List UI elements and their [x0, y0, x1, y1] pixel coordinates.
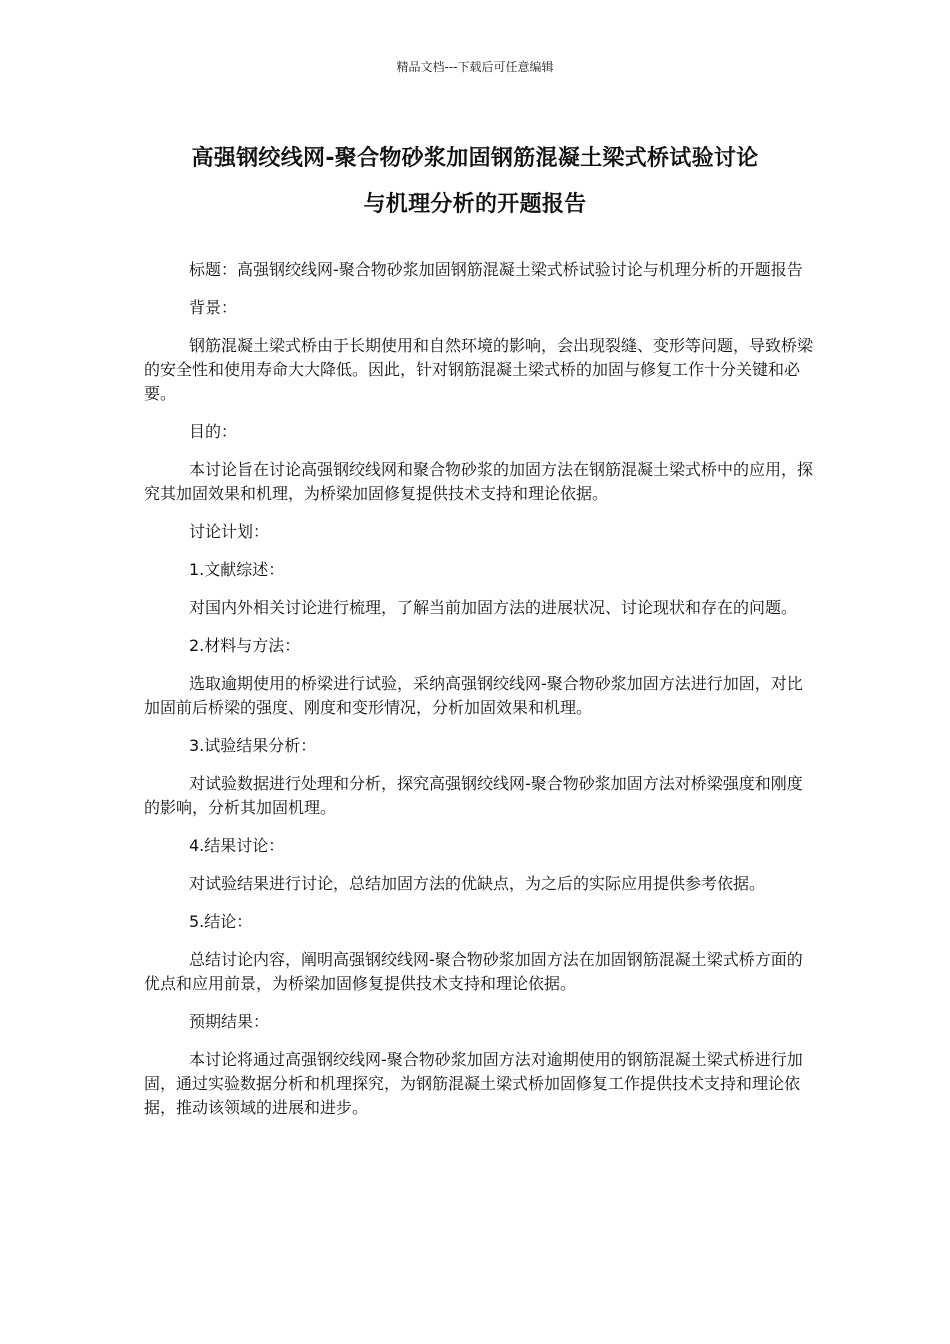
heading-literature-review: 1.文献综述：	[189, 560, 285, 579]
heading-conclusion: 5.结论：	[189, 912, 253, 931]
header-note: 精品文档---下载后可任意编辑	[396, 60, 554, 74]
heading-results-analysis: 3.试验结果分析：	[189, 736, 317, 755]
paragraph-title: 标题：高强钢绞线网-聚合物砂浆加固钢筋混凝土梁式桥试验讨论与机理分析的开题报告	[189, 260, 803, 279]
heading-purpose: 目的：	[189, 422, 238, 441]
heading-expected-results: 预期结果：	[189, 1012, 270, 1031]
paragraph-expected-results: 本讨论将通过高强钢绞线网-聚合物砂浆加固方法对逾期使用的钢筋混凝土梁式桥进行加固，通过实验数据分析和机理探究，为钢筋混凝土梁式桥加固修复工作提供技术支持和理论依据，推动该领域的进展和进步。	[144, 1050, 803, 1117]
title-line-1: 高强钢绞线网-聚合物砂浆加固钢筋混凝土梁式桥试验讨论	[191, 146, 759, 171]
paragraph-results-analysis: 对试验数据进行处理和分析，探究高强钢绞线网-聚合物砂浆加固方法对桥梁强度和刚度的影响，分析其加固机理。	[144, 774, 803, 817]
paragraph-purpose: 本讨论旨在讨论高强钢绞线网和聚合物砂浆的加固方法在钢筋混凝土梁式桥中的应用，探究其加固效果和机理，为桥梁加固修复提供技术支持和理论依据。	[144, 460, 814, 503]
document-title	[130, 136, 820, 228]
paragraph-literature-review: 对国内外相关讨论进行梳理，了解当前加固方法的进展状况、讨论现状和存在的问题。	[189, 598, 798, 617]
paragraph-background: 钢筋混凝土梁式桥由于长期使用和自然环境的影响，会出现裂缝、变形等问题，导致桥梁的安全性和使用寿命大大降低。因此，针对钢筋混凝土梁式桥的加固与修复工作十分关键和必要。	[144, 336, 814, 403]
heading-discussion: 4.结果讨论：	[189, 836, 285, 855]
paragraph-materials-methods: 选取逾期使用的桥梁进行试验，采纳高强钢绞线网-聚合物砂浆加固方法进行加固，对比加固前后桥梁的强度、刚度和变形情况，分析加固效果和机理。	[144, 674, 803, 717]
document-body	[144, 258, 816, 1134]
paragraph-discussion: 对试验结果进行讨论，总结加固方法的优缺点，为之后的实际应用提供参考依据。	[189, 874, 766, 893]
heading-background: 背景：	[189, 298, 238, 317]
title-line-2: 与机理分析的开题报告	[363, 192, 587, 217]
heading-plan: 讨论计划：	[189, 522, 270, 541]
heading-materials-methods: 2.材料与方法：	[189, 636, 301, 655]
paragraph-conclusion: 总结讨论内容，阐明高强钢绞线网-聚合物砂浆加固方法在加固钢筋混凝土梁式桥方面的优点和应用前景，为桥梁加固修复提供技术支持和理论依据。	[144, 950, 803, 993]
